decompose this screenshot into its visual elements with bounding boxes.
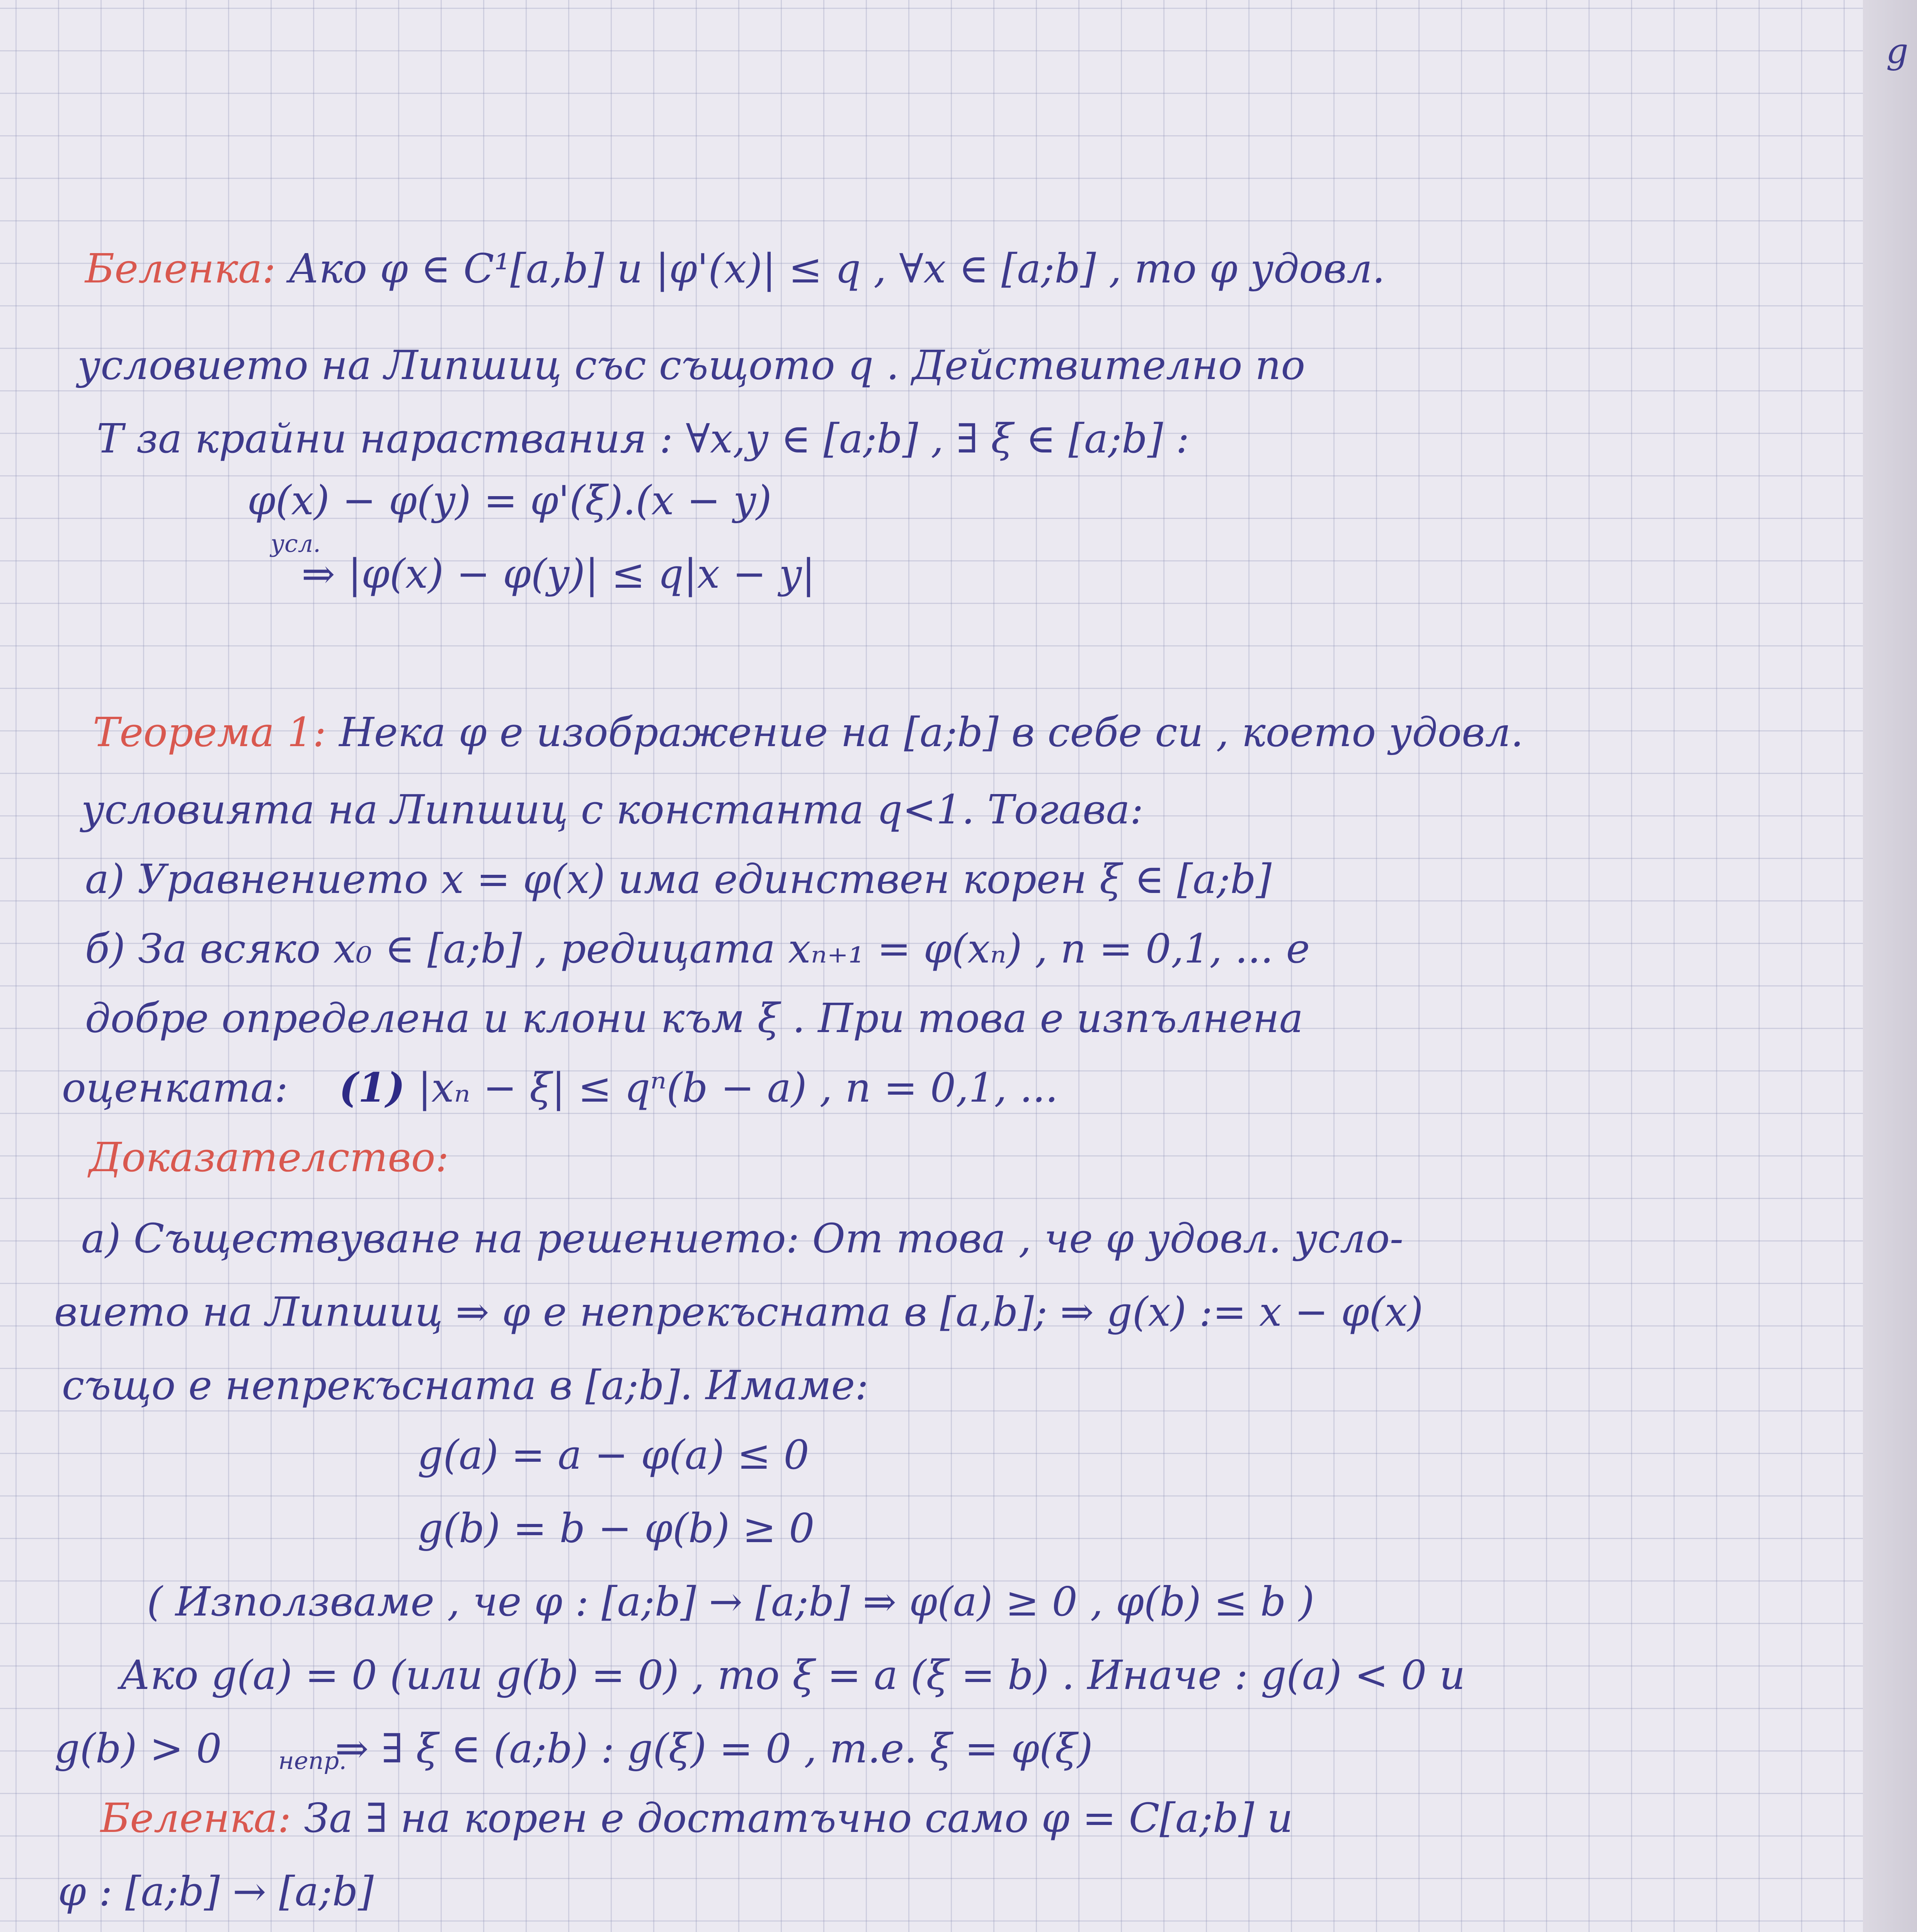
- estimate-number: (1): [339, 1064, 405, 1111]
- proof-line8-start: g(b) > 0: [54, 1725, 222, 1772]
- theorem-item-b2: добре определена и клони към ξ . При това е изпълнена: [85, 995, 1303, 1042]
- note1-text1: Ако φ ∈ C¹[a,b] и |φ'(x)| ≤ q , ∀x ∈ [a;b] , то φ удовл.: [288, 245, 1385, 292]
- note1-line5: ⇒ |φ(x) − φ(y)| ≤ q|x − y|: [301, 550, 815, 597]
- theorem-line1: [93, 707, 1524, 757]
- proof-label: Доказателство:: [89, 1134, 449, 1181]
- note1-label: Беленка:: [85, 245, 276, 292]
- proof-line7: Ако g(a) = 0 (или g(b) = 0) , то ξ = a (ξ = b) . Иначе : g(a) < 0 и: [120, 1651, 1466, 1699]
- note2-line2: φ : [a;b] → [a;b]: [58, 1868, 374, 1915]
- note2-label: Беленка:: [100, 1794, 291, 1842]
- proof-line2: вието на Липшиц ⇒ φ е непрекъсната в [a,b]; ⇒ g(x) := x − φ(x): [54, 1288, 1423, 1335]
- proof-line8: [54, 1723, 1093, 1774]
- theorem-label: Теорема 1:: [93, 709, 327, 756]
- proof-line6: ( Използваме , че φ : [a;b] → [a;b] ⇒ φ(a) ≥ 0 , φ(b) ≤ b ): [147, 1578, 1314, 1625]
- theorem-item-b1: б) За всяко x₀ ∈ [a;b] , редицата xₙ₊₁ = φ(xₙ) , n = 0,1, ... е: [85, 925, 1310, 972]
- corner-mark: g: [1886, 31, 1908, 71]
- note1-cond-tag: усл.: [271, 529, 321, 558]
- note2-text1: За ∃ на корен е достатъчно само φ = C[a;b] и: [304, 1794, 1293, 1842]
- theorem-text1: Нека φ е изображение на [a;b] в себе си , което удовл.: [339, 709, 1524, 756]
- note2-line1: [100, 1793, 1293, 1843]
- theorem-line2: условията на Липшиц с константа q<1. Тогава:: [81, 786, 1144, 833]
- theorem-item-b3: [62, 1063, 1058, 1113]
- proof-line4: g(a) = a − φ(a) ≤ 0: [417, 1431, 809, 1478]
- note1-line3: Т за крайни нараствания : ∀x,y ∈ [a;b] , ∃ ξ ∈ [a;b] :: [97, 415, 1190, 462]
- estimate-formula: |xₙ − ξ| ≤ qⁿ(b − a) , n = 0,1, ...: [418, 1064, 1058, 1111]
- page-edge-shadow: [1863, 0, 1917, 1932]
- note1-line1: [85, 243, 1385, 294]
- estimate-prefix: оценката:: [62, 1064, 288, 1111]
- theorem-item-a: а) Уравнението x = φ(x) има единствен корен ξ ∈ [a;b]: [85, 855, 1272, 903]
- proof-line8-end: ⇒ ∃ ξ ∈ (a;b) : g(ξ) = 0 , т.е. ξ = φ(ξ): [335, 1725, 1093, 1772]
- note1-line2: условието на Липшиц със същото q . Действително по: [77, 342, 1305, 389]
- proof-line3: също е непрекъсната в [a;b]. Имаме:: [62, 1362, 869, 1409]
- proof-line1: а) Съществуване на решението: От това , че φ удовл. усло-: [81, 1215, 1403, 1262]
- continuity-tag: непр.: [278, 1747, 347, 1775]
- note1-line4: φ(x) − φ(y) = φ'(ξ).(x − y): [247, 477, 772, 524]
- proof-line5: g(b) = b − φ(b) ≥ 0: [417, 1505, 815, 1552]
